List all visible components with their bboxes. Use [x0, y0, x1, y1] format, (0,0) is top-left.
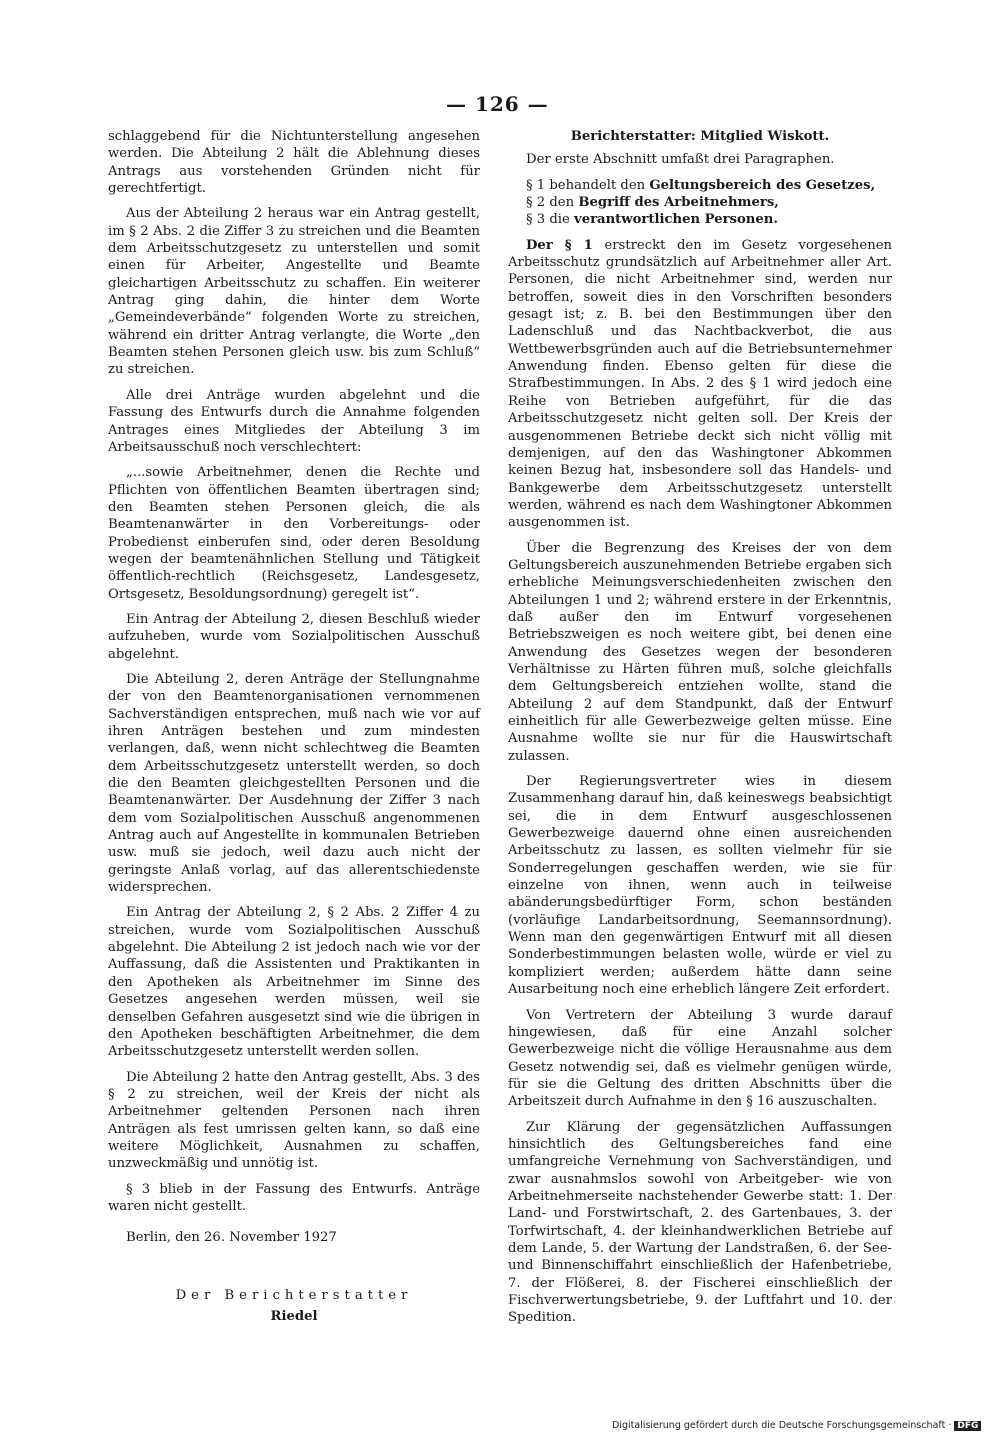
paragraph: § 3 blieb in der Fassung des Entwurfs. Anträge waren nicht gestellt.: [108, 1181, 480, 1214]
paragraph: Ein Antrag der Abteilung 2, diesen Beschluß wieder aufzuheben, wurde vom Sozialpolitischen Ausschuß abgelehnt.: [108, 611, 480, 662]
dfg-logo: DFG: [954, 1421, 981, 1431]
footer-text: Digitalisierung gefördert durch die Deutsche Forschungsgemeinschaft ·: [612, 1420, 952, 1431]
paragraph: Über die Begrenzung des Kreises der von dem Geltungsbereich auszunehmenden Betriebe ergaben sich erhebliche Meinungsverschiedenheiten zwischen den Abteilungen 1 und 2; während erstere in der Erkenntnis, daß außer den im Entwurf vorgesehenen Betriebszweigen es noch weitere gibt, bei denen eine Anwendung des Gesetzes wegen der besonderen Verhältnisse zu Härten führen muß, solche gleichfalls dem Geltungsbereich entziehen wollte, stand die Abteilung 2 auf dem Standpunkt, daß der Entwurf einheitlich für alle Gewerbezweige gelten müsse. Eine Ausnahme wollte sie nur für die Hauswirtschaft zulassen.: [508, 540, 892, 764]
paragraph: Zur Klärung der gegensätzlichen Auffassungen hinsichtlich des Geltungsbereiches fand eine umfangreiche Vernehmung von Sachverständigen, und zwar ausnahmslos sowohl von Arbeitgeber- wie von Arbeitnehmerseite nachstehender Gewerbe statt: 1. Der Land- und Forstwirtschaft, 2. des Gartenbaues, 3. der Torfwirtschaft, 4. der kleinhandwerklichen Betriebe auf dem Lande, 5. der Wartung der Landstraßen, 6. der See- und Binnenschiffahrt einschließlich der Hafenbetriebe, 7. der Flößerei, 8. der Fischerei einschließlich der Fischverwertungsbetriebe, 9. der Luftfahrt und 10. der Spedition.: [508, 1119, 892, 1326]
digitization-footer: [612, 1420, 981, 1431]
page-number: — 126 —: [446, 92, 549, 116]
paragraph: Die Abteilung 2, deren Anträge der Stellungnahme der von den Beamtenorganisationen vernommenen Sachverständigen entsprechen, muß nach wie vor auf ihren Anträgen bestehen und zum mindesten verlangen, daß, wenn nicht schlechtweg die Beamten dem Arbeitsschutzgesetz unterstellt werden, so doch die den Beamten gleichgestellten Personen und die Beamtenanwärter. Der Ausdehnung der Ziffer 3 nach dem vom Sozialpolitischen Ausschuß angenommenen Antrag auch auf Angestellte in kommunalen Betrieben usw. muß sie jedoch, weil dazu auch nicht der geringste Anlaß vorlag, auf das allerentschiedenste widersprechen.: [108, 671, 480, 896]
left-column: [108, 128, 480, 1325]
topic-bold: verantwortlichen Personen.: [574, 212, 778, 228]
topic-prefix: § 1 behandelt den: [526, 177, 650, 193]
topic-item: [508, 177, 892, 194]
topic-item: [508, 211, 892, 228]
topic-bold: Begriff des Arbeitnehmers,: [578, 195, 779, 211]
topic-prefix: § 2 den: [526, 195, 579, 211]
topic-prefix: § 3 die: [526, 212, 575, 228]
paragraph: [508, 237, 892, 532]
paragraph: Der Regierungsvertreter wies in diesem Zusammenhang darauf hin, daß keineswegs beabsichtigt sei, die in dem Entwurf ausgeschlossenen Gewerbezweige dauernd ohne einen ausreichenden Arbeitsschutz zu lassen, es sollten vielmehr für sie Sonderregelungen geschaffen werden, wie sie für einzelne von ihnen, wenn auch in teilweise abänderungsbedürftiger Form, schon beständen (vorläufige Landarbeitsordnung, Seemannsordnung). Wenn man den gegenwärtigen Entwurf mit all diesen Sonderbestimmungen belasten wolle, würde er viel zu kompliziert werden; außerdem hätte dann seine Ausarbeitung noch eine erheblich längere Zeit erfordert.: [508, 774, 892, 998]
paragraph: schlaggebend für die Nichtunterstellung angesehen werden. Die Abteilung 2 hält die Ablehnung dieses Antrags aus vorstehenden Gründen nicht für gerechtfertigt.: [108, 129, 480, 197]
topic-list: [508, 177, 892, 229]
paragraph: Alle drei Anträge wurden abgelehnt und die Fassung des Entwurfs durch die Annahme folgenden Antrages eines Mitgliedes der Abteilung 3 im Arbeitsausschuß noch verschlechtert:: [108, 387, 480, 455]
topic-item: [508, 194, 892, 211]
intro-paragraph: Der erste Abschnitt umfaßt drei Paragraphen.: [526, 152, 835, 168]
section-heading: Berichterstatter: Mitglied Wiskott.: [570, 129, 830, 144]
signature-name: Riedel: [270, 1308, 318, 1324]
paragraph: Ein Antrag der Abteilung 2, § 2 Abs. 2 Ziffer 4 zu streichen, wurde vom Sozialpolitischen Ausschuß abgelehnt. Die Abteilung 2 ist jedoch nach wie vor der Auffassung, daß die Assistenten und Praktikanten in den Apotheken als Arbeitnehmer im Sinne des Gesetzes angesehen werden müssen, weil sie denselben Gefahren ausgesetzt sind wie die übrigen in den Apotheken beschäftigten Arbeitnehmer, die dem Arbeitsschutzgesetz unterstellt werden sollen.: [108, 905, 480, 1060]
paragraph-text: erstreckt den im Gesetz vorgesehenen Arbeitsschutz grundsätzlich auf Arbeitnehmer aller Art. Personen, die nicht Arbeitnehmer sind, werden nur betroffen, soweit dies in den Vorschriften besonders gesagt ist; z. B. bei den Bestimmungen über den Ladenschluß und das Nachtbackverbot, die aus Wettbewerbsgründen auch auf die Betriebsunternehmer Anwendung finden. Ebenso gelten für diese die Strafbestimmungen. In Abs. 2 des § 1 wird jedoch eine Reihe von Betrieben aufgeführt, für die das Arbeitsschutzgesetz nicht gelten soll. Der Kreis der ausgenommenen Betriebe deckt sich nicht völlig mit demjenigen, auf den das Washingtoner Abkommen keinen Bezug hat, insbesondere soll das Handels- und Bankgewerbe dem Arbeitsschutzgesetz unterstellt werden, während es nach dem Washingtoner Abkommen ausgenommen ist.: [508, 237, 893, 531]
right-column: [508, 128, 892, 1335]
paragraph-lead: Der § 1: [526, 237, 593, 253]
topic-bold: Geltungsbereich des Gesetzes,: [649, 177, 876, 193]
date-line: Berlin, den 26. November 1927: [126, 1230, 337, 1246]
block-quote: „...sowie Arbeitnehmer, denen die Rechte und Pflichten von öffentlichen Beamten übertragen sind; den Beamten stehen Personen gleich, die als Beamtenanwärter in den Vorbereitungs- oder Probedienst einberufen sind, oder deren Besoldung wegen der beamtenähnlichen Stellung und Tätigkeit öffentlich-rechtlich (Reichsgesetz, Landesgesetz, Ortsgesetz, Besoldungsordnung) geregelt ist“.: [108, 465, 480, 602]
paragraph: Von Vertretern der Abteilung 3 wurde darauf hingewiesen, daß für eine Anzahl solcher Gewerbezweige nicht die völlige Herausnahme aus dem Gesetz notwendig sei, daß es vielmehr genügen würde, für sie die Geltung des dritten Abschnitts über die Arbeitszeit durch Aufnahme in den § 16 auszuschalten.: [508, 1007, 892, 1110]
paragraph: Aus der Abteilung 2 heraus war ein Antrag gestellt, im § 2 Abs. 2 die Ziffer 3 zu streichen und die Beamten dem Arbeitsschutzgesetz zu unterstellen und somit einen für Arbeiter, Angestellte und Beamte gleichartigen Arbeitsschutz zu schaffen. Ein weiterer Antrag ging dahin, die hinter dem Worte „Gemeindeverbände“ folgenden Worte zu streichen, während ein dritter Antrag verlangte, die Worte „den Beamten stehen Personen gleich usw. bis zum Schluß“ zu streichen.: [108, 206, 480, 378]
paragraph: Die Abteilung 2 hatte den Antrag gestellt, Abs. 3 des § 2 zu streichen, weil der Kreis der nicht als Arbeitnehmer geltenden Personen nach ihren Anträgen als fest umrissen gelten kann, so daß eine weitere Möglichkeit, Ausnahmen zu schaffen, unzweckmäßig und unnötig ist.: [108, 1069, 480, 1172]
signature-title: Der Berichterstatter: [175, 1287, 413, 1303]
